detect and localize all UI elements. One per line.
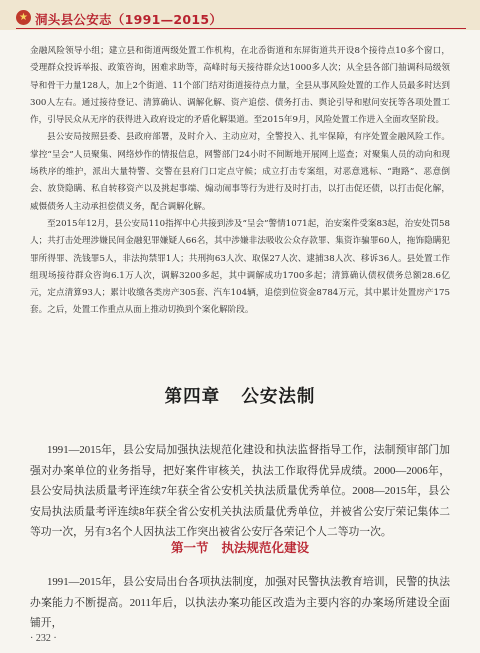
- section-heading: [0, 538, 480, 556]
- chapter-title: 公安法制: [241, 387, 316, 407]
- upper-text-block: [30, 43, 450, 320]
- chapter-intro-block: [30, 440, 450, 543]
- police-emblem-icon: ★: [16, 10, 31, 25]
- chapter-heading: [0, 383, 480, 408]
- chapter-number: 第四章: [164, 387, 221, 407]
- book-header-title: 洞头县公安志（1991—2015）: [35, 12, 223, 27]
- section-title: 执法规范化建设: [221, 540, 310, 555]
- paragraph-police-deployment: 县公安局按照县委、县政府部署，及时介入、主动应对，全警投入、扎牢保障，有序处置金融风险工作。掌控“呈会”人员聚集、网络炒作的情报信息，网警部门24小时不间断地开展网上巡查；对聚集人员的动向和现场秩序的维护，派出大量特警、交警在县府门口定点守候；成立打击专案组，对恶意逃标、“跑路”、恶意倒会、放贷隐瞒、私自转移资产以及挑起事端、煽动闹事等行为进行及时打击，以打击促还债，以打击促化解，威慑债务人主动承担偿债义务，配合调解化解。: [30, 132, 450, 212]
- paragraph-risk-handling: 金融风险领导小组；建立县和街道两级处置工作机构，在北岙街道和东屏街道共开设8个接待点10多个窗口，受理群众投诉举报、政策咨询，困难求助等，高峰时每天接待群众达1000多人次；从全县各部门抽调科局级领导和骨干力量128人，加上2个街道、11个部门结对街道接待点力量，全县从事风险处置的工作人员最多时达到300人左右。通过接待登记、清算确认、调解化解、资产追偿、债务打击、舆论引导和慰问安抚等各项处置工作，引导民众从无序的获得进入政府设定的矛盾化解渠道。至2015年9月，风险处置工作进入全面攻坚阶段。: [30, 46, 450, 126]
- section-intro-block: [30, 572, 450, 634]
- section-number: 第一节: [170, 540, 209, 555]
- chapter-intro-paragraph: 1991—2015年，县公安局加强执法规范化建设和执法监督指导工作，法制预审部门加强对办案单位的业务指导，把好案件审核关，执法工作取得优异成绩。2000—2006年，县公安局执法质量考评连续7年获全省公安机关执法质量优秀单位。2008—2015年，县公安局执法质量考评连续8年获全省公安机关执法质量优秀单位，并被省公安厅荣记集体二等功一次，另有3名个人因执法工作突出被省公安厅各荣记个人二等功一次。: [30, 444, 450, 538]
- section-intro-paragraph: 1991—2015年，县公安局出台各项执法制度，加强对民警执法教育培训，民警的执法办案能力不断提高。2011年后，以执法办案功能区改造为主要内容的办案场所建设全面铺开，: [30, 576, 450, 629]
- header-divider: [16, 28, 466, 29]
- page-number: · 232 ·: [30, 633, 57, 644]
- paragraph-statistics: 至2015年12月，县公安局110指挥中心共接到涉及“呈会”警情1071起，治安案件受案83起，治安处罚58人；共打击处理涉嫌民间金融犯罪嫌疑人66名，其中涉嫌非法吸收公众存款罪、集资诈骗罪60人，拖饰隐瞒犯罪所得罪、洗钱罪5人，非法拘禁罪1人；共刑拘63人次、取保27人次、逮捕38人次、移诉36人。县处置工作组现场接待群众咨询6.1万人次，调解3200多起，其中调解成功1700多起；清算确认债权债务总额28.6亿元，定点清算93人；累计收缴各类房产305套、汽车104辆，追偿到位资金8784万元，其中累计处置房产175套。之后，处置工作重点从面上推动切换到个案化解阶段。: [30, 218, 450, 316]
